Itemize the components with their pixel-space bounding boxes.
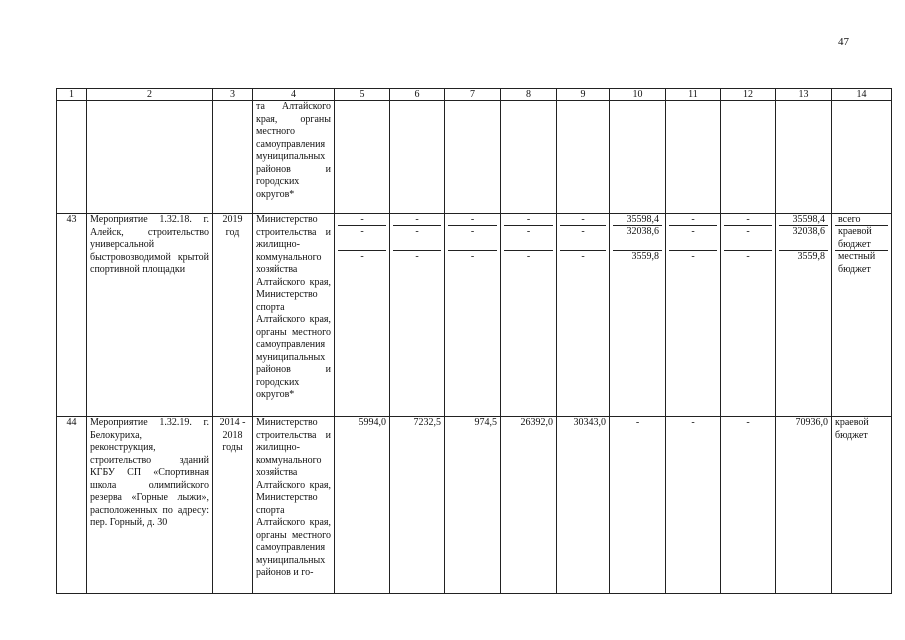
value-regional: 32038,6 [613, 226, 662, 251]
value-cell: 30343,0 [557, 417, 610, 594]
value-total: - [560, 214, 606, 226]
executor-cell: та Алтайского края, органы местного самоуправления муниципальных районов и городских округов* [253, 101, 335, 214]
measure-name: Мероприятие 1.32.18. г. Алейск, строительство универсальной быстровозводимой крытой спортивной площадки [87, 214, 213, 417]
value-total: - [724, 214, 772, 226]
column-header: 10 [610, 89, 666, 101]
column-header: 3 [213, 89, 253, 101]
continuation-row [57, 101, 892, 214]
period-cell: 2019 год [213, 214, 253, 417]
value-total: - [448, 214, 497, 226]
value-local: - [415, 251, 419, 262]
value-total: - [504, 214, 553, 226]
value-cell: - [721, 417, 776, 594]
value-local: - [470, 251, 475, 262]
column-header: 2 [87, 89, 213, 101]
row-number: 43 [57, 214, 87, 417]
row-number: 44 [57, 417, 87, 594]
value-regional: - [504, 226, 553, 251]
column-header: 13 [776, 89, 832, 101]
value-local: - [581, 251, 585, 262]
value-cell: - [666, 417, 721, 594]
value-total: - [393, 214, 441, 226]
budget-source: краевой бюджет [835, 226, 888, 251]
col6-cell [390, 214, 445, 417]
table-row-44 [57, 417, 892, 594]
value-regional: - [448, 226, 497, 251]
column-number-row [57, 89, 892, 101]
col10-cell [610, 214, 666, 417]
value-cell: 70936,0 [776, 417, 832, 594]
column-header: 1 [57, 89, 87, 101]
value-cell: 974,5 [445, 417, 501, 594]
col12-cell [721, 214, 776, 417]
col9-cell [557, 214, 610, 417]
column-header: 9 [557, 89, 610, 101]
value-local: 3559,8 [631, 251, 659, 262]
value-local: - [360, 251, 364, 262]
table-row-43 [57, 214, 892, 417]
column-header: 7 [445, 89, 501, 101]
column-header: 8 [501, 89, 557, 101]
value-cell: 26392,0 [501, 417, 557, 594]
column-header: 4 [253, 89, 335, 101]
col13-cell [776, 214, 832, 417]
budget-source: краевой бюджет [832, 417, 892, 594]
measure-name: Мероприятие 1.32.19. г. Белокуриха, реконструкция, строительство зданий КГБУ СП «Спортивная школа олимпийского резерва «Горные лыжи», расположенных по адресу: пер. Горный, д. 30 [87, 417, 213, 594]
value-cell: - [610, 417, 666, 594]
value-total: - [338, 214, 386, 226]
budget-table [56, 88, 892, 594]
col7-cell [445, 214, 501, 417]
value-local: - [746, 251, 750, 262]
executor-cell: Министерство строительства и жилищно-коммунального хозяйства Алтайского края, Министерство спорта Алтайского края, органы местного самоуправления муниципальных районов и го- [253, 417, 335, 594]
value-regional: - [560, 226, 606, 251]
column-header: 5 [335, 89, 390, 101]
executor-cell: Министерство строительства и жилищно-коммунального хозяйства Алтайского края, Министерство спорта Алтайского края, органы местного самоуправления муниципальных районов и городских округов* [253, 214, 335, 417]
value-regional: 32038,6 [779, 226, 828, 251]
value-total: 35598,4 [613, 214, 662, 226]
period-cell: 2014 - 2018 годы [213, 417, 253, 594]
value-total: 35598,4 [779, 214, 828, 226]
col8-cell [501, 214, 557, 417]
budget-source: всего [835, 214, 888, 226]
value-local: - [526, 251, 531, 262]
value-regional: - [338, 226, 386, 251]
column-header: 6 [390, 89, 445, 101]
value-regional: - [724, 226, 772, 251]
value-local: - [691, 251, 695, 262]
column-header: 11 [666, 89, 721, 101]
budget-source: местный бюджет [838, 251, 876, 275]
col5-cell [335, 214, 390, 417]
column-header: 14 [832, 89, 892, 101]
column-header: 12 [721, 89, 776, 101]
value-cell: 7232,5 [390, 417, 445, 594]
col11-cell [666, 214, 721, 417]
page-number: 47 [838, 36, 849, 48]
value-regional: - [393, 226, 441, 251]
col14-cell [832, 214, 892, 417]
value-cell: 5994,0 [335, 417, 390, 594]
value-total: - [669, 214, 717, 226]
value-local: 3559,8 [797, 251, 825, 262]
value-regional: - [669, 226, 717, 251]
